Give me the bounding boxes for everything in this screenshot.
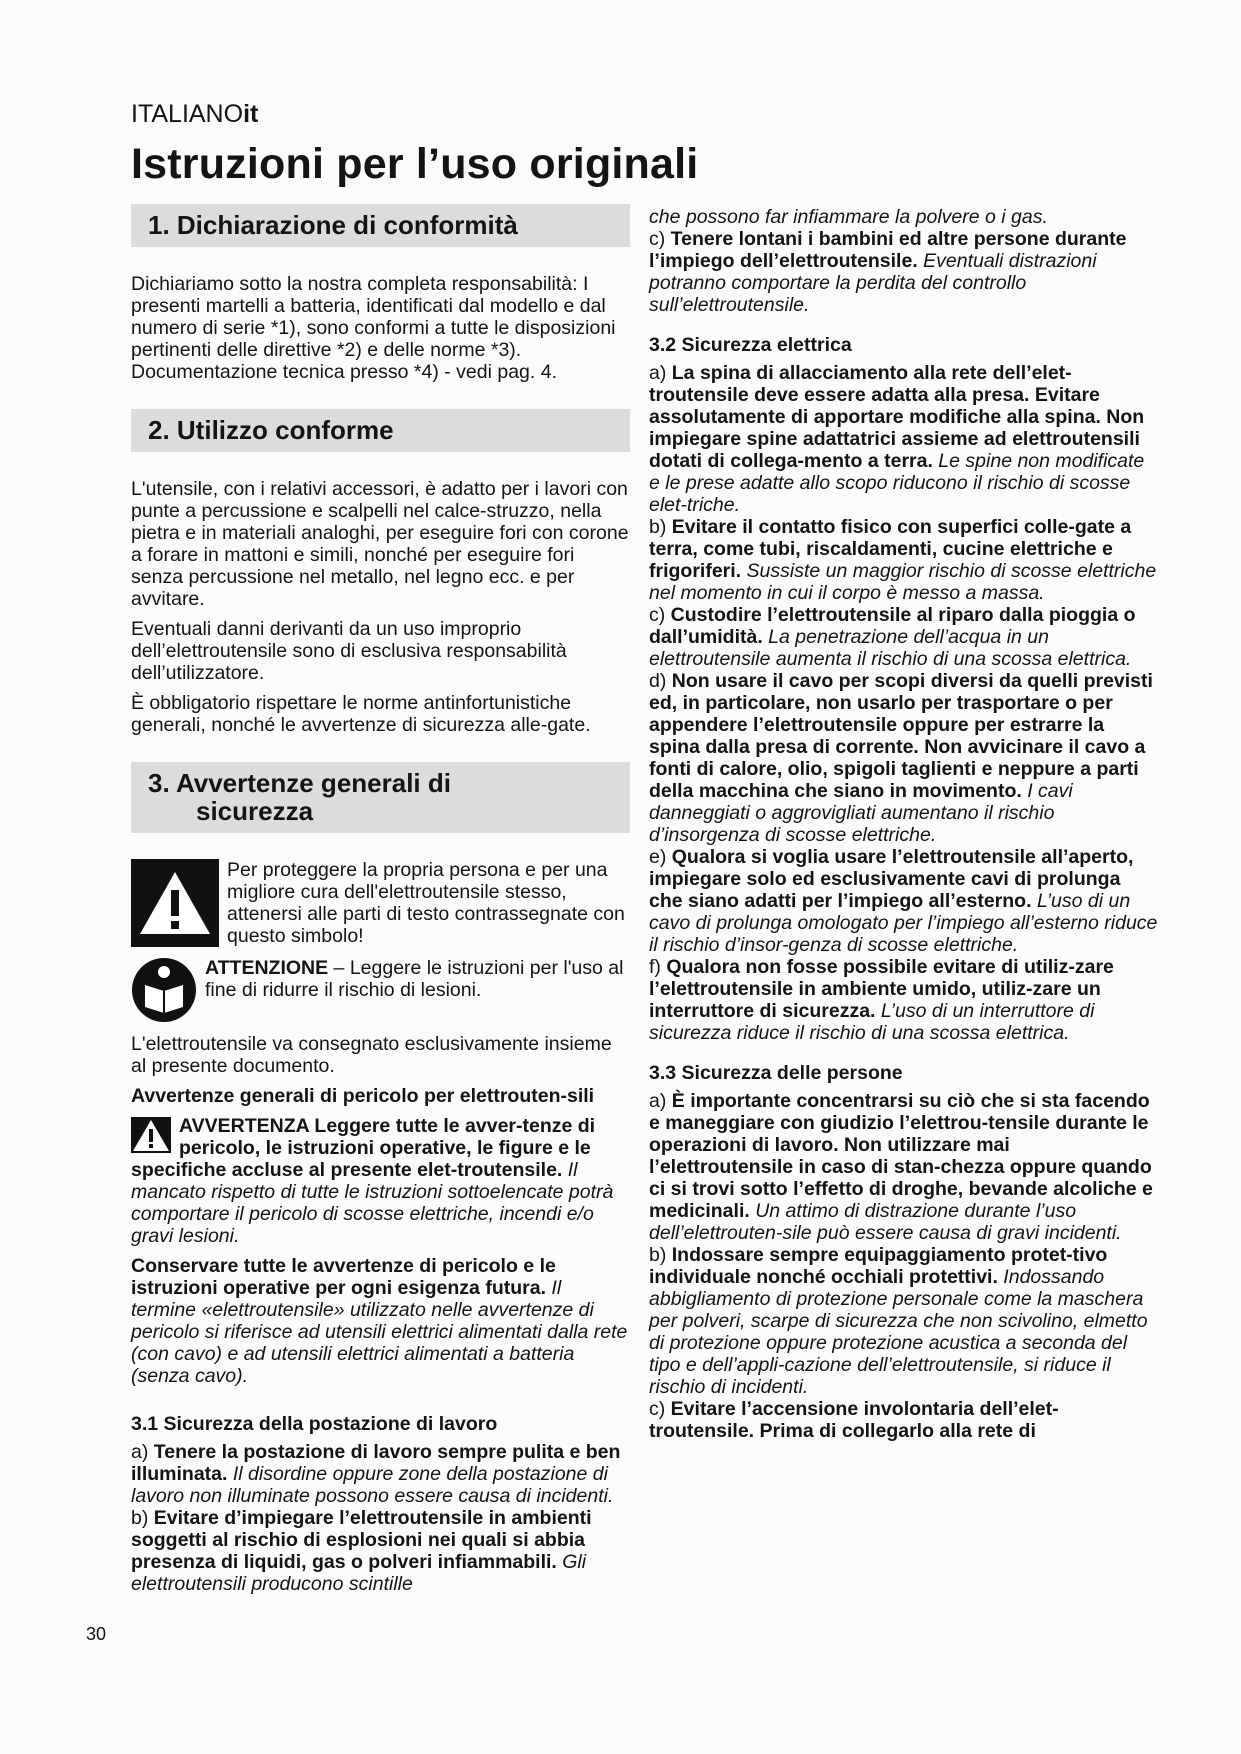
page-number: 30 — [86, 1624, 107, 1644]
safety-rules-text: È obbligatorio rispettare le norme antinfortunistiche generali, nonché le avvertenze di sicurezza alle-gate. — [131, 692, 591, 736]
language-code: it — [243, 100, 259, 128]
conformity-text: Dichiariamo sotto la nostra completa responsabilità: I presenti martelli a batteria, identificati dal modello e dal numero di serie *1), sono conformi a tutte le disposizioni pertinenti delle direttive *2) e delle norme *3). Documentazione tecnica presso *4) - vedi pag. 4. — [131, 273, 616, 383]
workplace-item-c: c) Tenere lontani i bambini ed altre persone durante l’impiego dell’elettroutensile. Eventuali distrazioni potranno comportare la perdita del controllo sull’elettroutensile. — [649, 228, 1127, 316]
workplace-item-b: b) Evitare d’impiegare l’elettroutensile in ambienti soggetti al rischio di esplosioni nei quali si abbia presenza di liquidi, gas o polveri infiammabili. Gli elettroutensili producono scintille — [131, 1507, 592, 1595]
misuse-text: Eventuali danni derivanti da un uso improprio dell’elettroutensile sono di esclusiva responsabilità dell’utilizzatore. — [131, 618, 567, 684]
right-column — [649, 206, 1159, 1442]
section-3-heading — [131, 762, 630, 833]
read-manual-icon — [131, 957, 197, 1023]
symbol-explanation: Per proteggere la propria persona e per una migliore cura dell'elettroutensile stesso, attenersi alle parti di testo contrassegnate con questo simbolo! — [227, 859, 625, 947]
personal-item-b: b) Indossare sempre equipaggiamento protet-tivo individuale nonché occhiali protettivi. Indossando abbigliamento di protezione personale come la maschera per polveri, scarpe di sicurezza che non scivolino, elmetto di protezione oppure protezione acustica a seconda del tipo e dell’appli-cazione dell’elettroutensile, si riduce il rischio di incidenti. — [649, 1244, 1148, 1398]
electrical-item-a: a) La spina di allacciamento alla rete dell’elet-troutensile deve essere adatta alla presa. Evitare assolutamente di apportare modifiche alla spina. Non impiegare spine adattatrici assieme ad elettroutensili dotati di collega-mento a terra. Le spine non modificate e le prese adatte allo scopo riducono il rischio di scosse elet-triche. — [649, 362, 1145, 516]
section-3-1-heading: 3.1 Sicurezza della postazione di lavoro — [131, 1413, 498, 1435]
continued-text: che possono far infiammare la polvere o i gas. — [649, 206, 1048, 228]
workplace-item-a: a) Tenere la postazione di lavoro sempre pulita e ben illuminata. Il disordine oppure zone della postazione di lavoro non illuminate possono essere causa di incidenti. — [131, 1441, 621, 1507]
section-3-heading-line1: 3. Avvertenze generali di — [148, 768, 451, 798]
electrical-item-e: e) Qualora si voglia usare l’elettroutensile all’aperto, impiegare solo ed esclusivamente cavi di prolunga che siano adatti per l’impiego all’esterno. L’uso di un cavo di prolunga omologato per l’impiego all’esterno riduce il rischio d’insor-genza di scosse elettriche. — [649, 846, 1158, 956]
personal-item-a: a) È importante concentrarsi su ciò che si sta facendo e maneggiare con giudizio l’elettrou-tensile durante le operazioni di lavoro. Non utilizzare mai l’elettroutensile in caso di stan-chezza oppure quando ci si trovi sotto l’effetto di droghe, bevande alcoliche e medicinali. Un attimo di distrazione durante l’uso dell’elettrouten-sile può essere causa di gravi incidenti. — [649, 1090, 1153, 1244]
attention-text: ATTENZIONE – Leggere le istruzioni per l'uso al fine di ridurre il rischio di lesioni. — [205, 957, 624, 1001]
section-3-heading-line2: sicurezza — [196, 796, 314, 826]
attention-block — [131, 957, 629, 1023]
intended-use-text: L'utensile, con i relativi accessori, è adatto per i lavori con punte a percussione e scalpelli nel calce-struzzo, nella pietra e in materiali analoghi, per eseguire fori con corone a forare in mattoni e simili, nonché per eseguire fori senza percussione nel metallo, nel legno ecc. e per avvitare. — [131, 478, 629, 610]
electrical-item-c: c) Custodire l’elettroutensile al riparo dalla pioggia o dall’umidità. La penetrazione dell’acqua in un elettroutensile aumenta il rischio di una scossa elettrica. — [649, 604, 1136, 670]
warning-symbol-block — [131, 859, 629, 947]
warning-triangle-icon — [131, 859, 219, 947]
language-header — [131, 100, 258, 129]
delivery-note: L'elettroutensile va consegnato esclusivamente insieme al presente documento. — [131, 1033, 612, 1077]
section-3-2-heading: 3.2 Sicurezza elettrica — [649, 334, 852, 356]
section-1-heading: 1. Dichiarazione di conformità — [131, 204, 630, 247]
general-hazard-heading: Avvertenze generali di pericolo per elettrouten-sili — [131, 1085, 595, 1107]
page-title: Istruzioni per l’uso originali — [131, 140, 699, 188]
warning-paragraph: AVVERTENZA Leggere tutte le avver-tenze di pericolo, le istruzioni operative, le figure e le specifiche accluse al presente elet-troutensile. Il mancato rispetto di tutte le istruzioni sottoelencate potrà comportare il pericolo di scosse elettriche, incendi e/o gravi lesioni. — [131, 1115, 614, 1247]
electrical-item-f: f) Qualora non fosse possibile evitare di utiliz-zare l’elettroutensile in ambiente umido, utiliz-zare un interruttore di sicurezza. L’uso di un interruttore di sicurezza riduce il rischio di una scossa elettrica. — [649, 956, 1114, 1044]
section-2-heading: 2. Utilizzo conforme — [131, 409, 630, 452]
left-column — [131, 204, 629, 1595]
electrical-item-b: b) Evitare il contatto fisico con superfici colle-gate a terra, come tubi, riscaldamenti, cucine elettriche e frigoriferi. Sussiste un maggior rischio di scosse elettriche nel momento in cui il corpo è messo a massa. — [649, 516, 1157, 604]
personal-item-c: c) Evitare l’accensione involontaria dell’elet-troutensile. Prima di collegarlo alla rete di — [649, 1398, 1059, 1442]
electrical-item-d: d) Non usare il cavo per scopi diversi da quelli previsti ed, in particolare, non usarlo per trasportare o per appendere l’elettroutensile oppure per estrarre la spina dalla presa di corrente. Non avvicinare il cavo a fonti di calore, olio, spigoli taglienti e neppure a parti della macchina che siano in movimento. I cavi danneggiati o aggrovigliati aumentano il rischio d’insorgenza di scosse elettriche. — [649, 670, 1153, 846]
keep-instructions-paragraph: Conservare tutte le avvertenze di pericolo e le istruzioni operative per ogni esigenza futura. Il termine «elettroutensile» utilizzato nelle avvertenze di pericolo si riferisce ad utensili elettrici alimentati dalla rete (con cavo) e ad utensili elettrici alimentati a batteria (senza cavo). — [131, 1255, 628, 1387]
small-warning-icon — [131, 1117, 171, 1153]
section-3-3-heading: 3.3 Sicurezza delle persone — [649, 1062, 903, 1084]
language-name: ITALIANO — [131, 100, 244, 128]
